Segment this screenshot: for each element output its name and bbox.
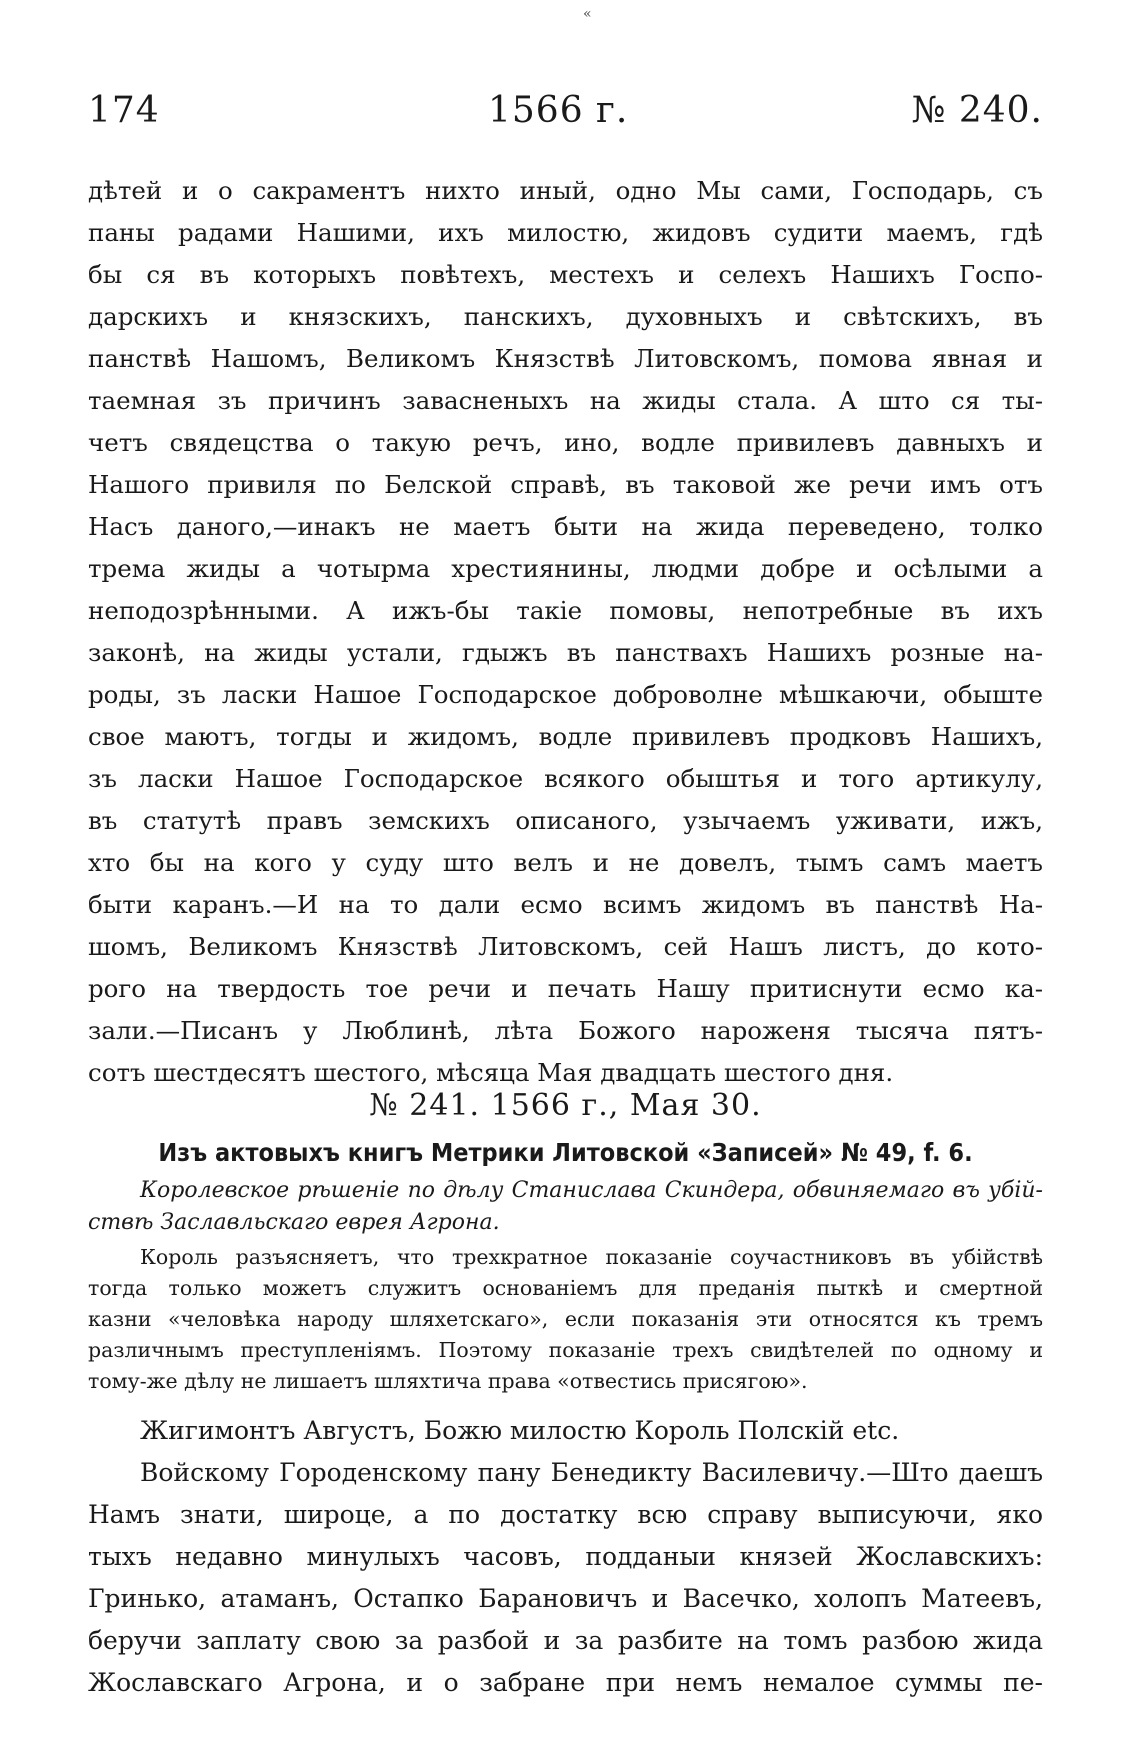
text-line: бы ся въ которыхъ повѣтехъ, местехъ и селехъ Нашихъ Госпо- <box>88 260 1043 289</box>
summary-line: казни «человѣка народу шляхетскаго», если показанія эти относятся къ тремъ <box>88 1307 1043 1331</box>
summary-line: различнымъ преступленіямъ. Поэтому показаніе трехъ свидѣтелей по одному и <box>88 1338 1043 1362</box>
margin-mark: « <box>583 6 592 22</box>
text-line: Насъ даного,—инакъ не маетъ быти на жида переведено, толко <box>88 512 1043 541</box>
text-line: рого на твердость тое речи и печать Нашу притиснути есмо ка- <box>88 974 1043 1003</box>
document-241-text <box>88 1410 1043 1704</box>
text-line: неподозрѣнными. А ижъ-бы такіе помовы, непотребные въ ихъ <box>88 596 1043 625</box>
text-line: Жославскаго Агрона, и о забране при немъ немалое суммы пе- <box>88 1668 1043 1697</box>
text-line: шомъ, Великомъ Князствѣ Литовскомъ, сей Нашъ листъ, до кото- <box>88 932 1043 961</box>
text-line: дѣтей и о сакраментъ нихто иный, одно Мы сами, Господарь, съ <box>88 176 1043 205</box>
text-line: роды, зъ ласки Нашое Господарское доброволне мѣшкаючи, обыште <box>88 680 1043 709</box>
text-line: паны радами Нашими, ихъ милостю, жидовъ судити маемъ, гдѣ <box>88 218 1043 247</box>
document-240-continuation <box>88 170 1043 1094</box>
text-line: Нашого привиля по Белской справѣ, въ таковой же речи имъ отъ <box>88 470 1043 499</box>
regest-line: Королевское рѣшеніе по дѣлу Станислава Скиндера, обвиняемаго въ убій- <box>140 1178 1043 1203</box>
page-number: 174 <box>88 90 160 131</box>
text-line: хто бы на кого у суду што велъ и не довелъ, тымъ самъ маетъ <box>88 848 1043 877</box>
text-line: законѣ, на жиды устали, гдыжъ въ панствахъ Нашихъ розные на- <box>88 638 1043 667</box>
text-line: Намъ знати, широце, а по достатку всю справу выписуючи, яко <box>88 1500 1043 1529</box>
text-line: Войскому Городенскому пану Бенедикту Василевичу.—Што даешъ <box>140 1458 1043 1487</box>
text-line: быти каранъ.—И на то дали есмо всимъ жидомъ въ панствѣ На- <box>88 890 1043 919</box>
text-line: зали.—Писанъ у Люблинѣ, лѣта Божого нароженя тысяча пятъ- <box>88 1016 1043 1045</box>
summary-line: Король разъясняетъ, что трехкратное показаніе соучастниковъ въ убійствѣ <box>140 1245 1043 1269</box>
text-line: трема жиды а чотырма хрестиянины, людми добре и осѣлыми а <box>88 554 1043 583</box>
text-line: дарскихъ и князскихъ, панскихъ, духовныхъ и свѣтскихъ, въ <box>88 302 1043 331</box>
document-source: Изъ актовыхъ книгъ Метрики Литовской «Записей» № 49, f. 6. <box>158 1138 973 1167</box>
document-summary <box>88 1242 1043 1397</box>
intitulatio-line: Жигимонтъ Августъ, Божю милостю Король Полскій etc. <box>140 1416 900 1445</box>
summary-line: тогда только можетъ служитъ основаніемъ для преданія пыткѣ и смертной <box>88 1276 1043 1300</box>
text-line: четъ свядецства о такую речъ, ино, водле привилевъ давныхъ и <box>88 428 1043 457</box>
book-page <box>88 0 1043 1763</box>
text-line: сотъ шестдесятъ шестого, мѣсяца Мая двадцать шестого дня. <box>88 1058 894 1087</box>
text-line: панствѣ Нашомъ, Великомъ Князствѣ Литовскомъ, помова явная и <box>88 344 1043 373</box>
summary-line: тому-же дѣлу не лишаетъ шляхтича права «отвестись присягою». <box>88 1369 808 1393</box>
regest-line: ствѣ Заславльскаго еврея Агрона. <box>88 1210 500 1235</box>
running-head-doc-number: № 240. <box>911 90 1043 131</box>
running-head <box>88 90 1043 140</box>
document-regest <box>88 1175 1043 1239</box>
text-line: Гринько, атаманъ, Остапко Барановичъ и Васечко, холопъ Матеевъ, <box>88 1584 1043 1613</box>
text-line: беручи заплату свою за разбой и за разбите на томъ разбою жида <box>88 1626 1043 1655</box>
text-line: въ статутѣ правъ земскихъ описаного, узычаемъ уживати, ижъ, <box>88 806 1043 835</box>
text-line: тыхъ недавно минулыхъ часовъ, подданыи князей Жославскихъ: <box>88 1542 1043 1571</box>
document-heading: № 241. 1566 г., Мая 30. <box>369 1088 762 1123</box>
text-line: таемная зъ причинъ завасненыхъ на жиды стала. А што ся ты- <box>88 386 1043 415</box>
running-head-year: 1566 г. <box>488 90 629 131</box>
text-line: зъ ласки Нашое Господарское всякого обыштья и того артикулу, <box>88 764 1043 793</box>
text-line: свое маютъ, тогды и жидомъ, водле привилевъ продковъ Нашихъ, <box>88 722 1043 751</box>
